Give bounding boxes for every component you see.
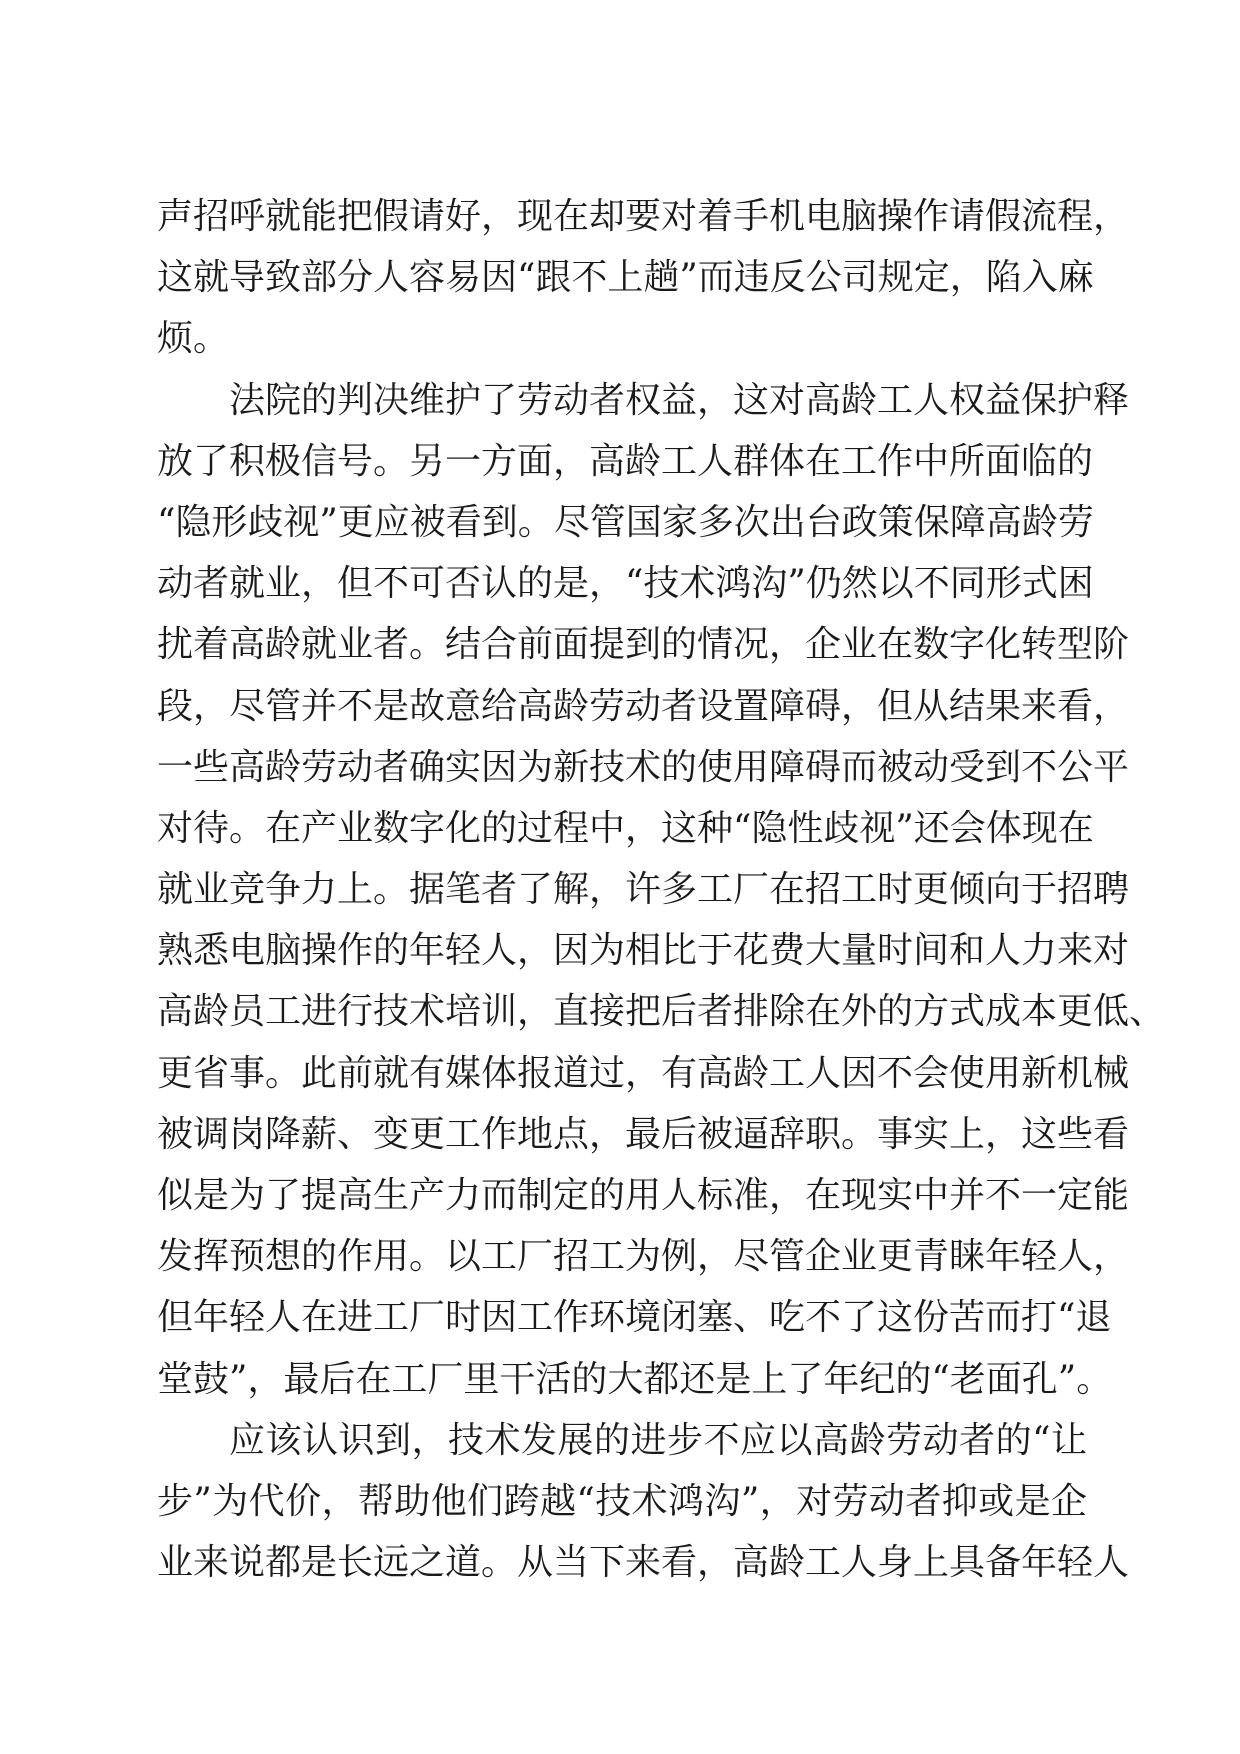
paragraph-2-line-10: 熟悉电脑操作的年轻人，因为相比于花费大量时间和人力来对 [157,930,1130,972]
paragraph-2-line-5: 扰着高龄就业者。结合前面提到的情况，企业在数字化转型阶 [157,624,1130,666]
paragraph-2-line-2: 放了积极信号。另一方面，高龄工人群体在工作中所面临的 [157,440,1094,482]
paragraph-2-line-8: 对待。在产业数字化的过程中，这种“隐性歧视”还会体现在 [157,807,1094,849]
paragraph-3-line-2: 步”为代价，帮助他们跨越“技术鸿沟”，对劳动者抑或是企 [157,1480,1087,1522]
paragraph-2-line-3: “隐形歧视”更应被看到。尽管国家多次出台政策保障高龄劳 [157,501,1094,543]
paragraph-1-line-1: 声招呼就能把假请好，现在却要对着手机电脑操作请假流程， [157,196,1130,237]
paragraph-3-line-3: 业来说都是长远之道。从当下来看，高龄工人身上具备年轻人 [157,1542,1130,1584]
paragraph-2-line-16: 但年轻人在进工厂时因工作环境闭塞、吃不了这份苦而打“退 [157,1297,1112,1339]
paragraph-2-line-11: 高龄员工进行技术培训，直接把后者排除在外的方式成本更低、 [157,991,1166,1033]
paragraph-2-line-7: 一些高龄劳动者确实因为新技术的使用障碍而被动受到不公平 [157,746,1130,788]
paragraph-2-line-9: 就业竞争力上。据笔者了解，许多工厂在招工时更倾向于招聘 [157,869,1130,911]
paragraph-2-line-6: 段，尽管并不是故意给高龄劳动者设置障碍，但从结果来看， [157,685,1130,727]
paragraph-2-line-4: 动者就业，但不可否认的是，“技术鸿沟”仍然以不同形式困 [157,563,1094,605]
paragraph-1-line-3: 烦。 [157,318,230,360]
paragraph-2-line-15: 发挥预想的作用。以工厂招工为例，尽管企业更青睐年轻人， [157,1236,1130,1278]
paragraph-2-line-14: 似是为了提高生产力而制定的用人标准，在现实中并不一定能 [157,1175,1130,1216]
paragraph-2-line-17: 堂鼓”，最后在工厂里干活的大都还是上了年纪的“老面孔”。 [157,1358,1113,1400]
paragraph-3-line-1: 应该认识到，技术发展的进步不应以高龄劳动者的“让 [229,1419,1087,1461]
paragraph-2-line-13: 被调岗降薪、变更工作地点，最后被逼辞职。事实上，这些看 [157,1113,1130,1155]
article-body [157,186,1166,1593]
paragraph-2-line-1: 法院的判决维护了劳动者权益，这对高龄工人权益保护释 [229,379,1130,421]
paragraph-1-line-2: 这就导致部分人容易因“跟不上趟”而违反公司规定，陷入麻 [157,257,1094,299]
paragraph-2-line-12: 更省事。此前就有媒体报道过，有高龄工人因不会使用新机械 [157,1052,1130,1094]
